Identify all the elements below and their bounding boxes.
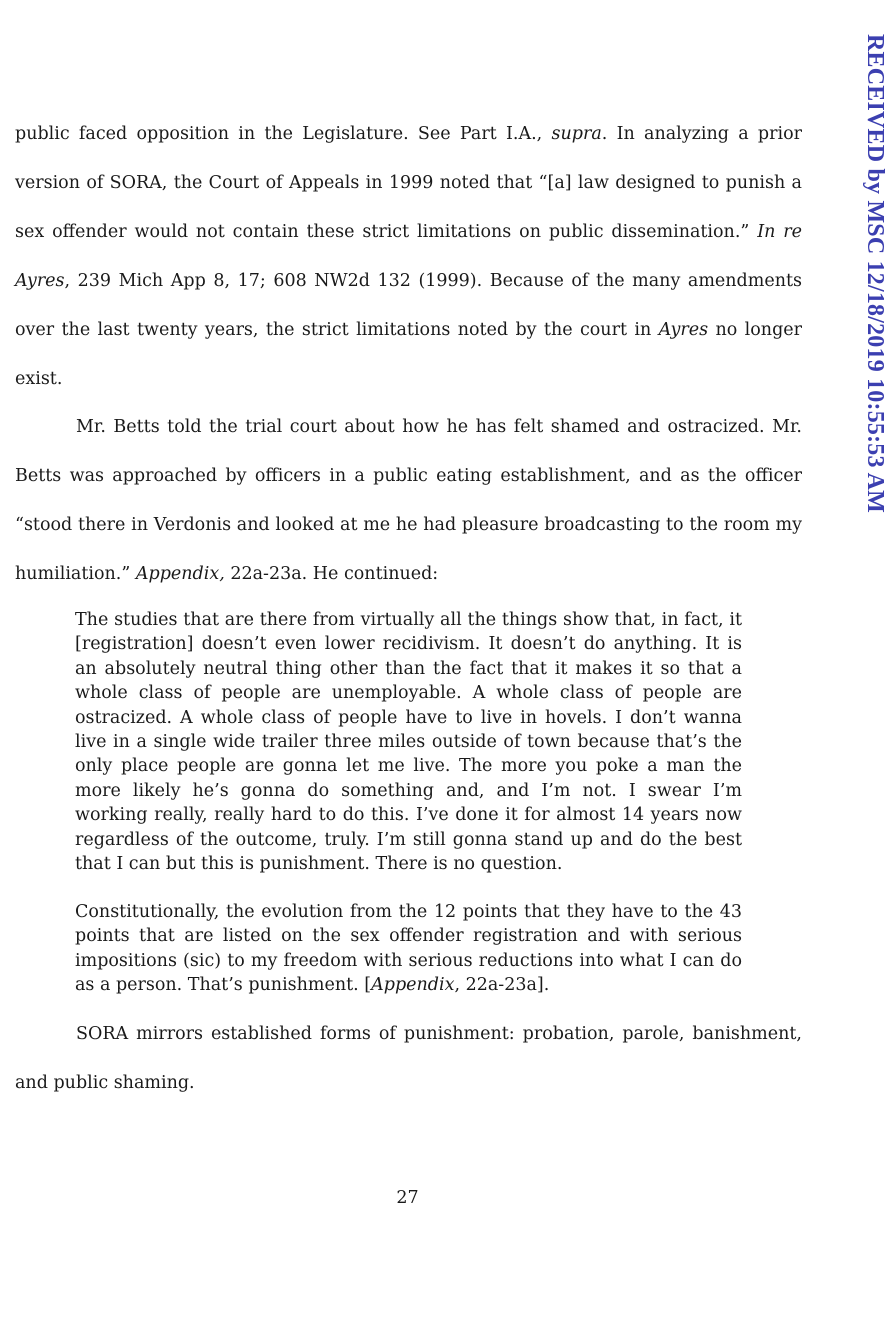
case-name-italic: Ayres — [658, 320, 709, 340]
text-segment: public faced opposition in the Legislature. See Part I.A., — [15, 124, 552, 144]
text-segment: , 22a-23a]. — [454, 975, 550, 996]
text-segment: , 239 Mich App 8, 17; 608 NW2d 132 (1999). Because of the many amendments over the last twenty years, the strict limitations noted by the court in — [15, 271, 802, 340]
block-quote-constitutionally — [75, 900, 742, 998]
citation-italic: Appendix — [371, 975, 455, 996]
text-segment: 22a-23a. He continued: — [224, 564, 439, 584]
citation-italic: Appendix, — [135, 564, 225, 584]
text-segment: Mr. Betts told the trial court about how he has felt shamed and ostracized. Mr. Betts was approached by officers in a public eating establishment, and as the officer “stood there in Verdonis and looked at me he had pleasure broadcasting to the room my humiliation.” — [15, 417, 802, 584]
block-quote-studies — [75, 608, 742, 876]
paragraph-betts — [15, 403, 802, 599]
quote-text: The studies that are there from virtually all the things show that, in fact, it [registration] doesn’t even lower recidivism. It doesn’t do anything. It is an absolutely neutral thing other than the fact that it makes it so that a whole class of people are unemployable. A whole class of people are ostracized. A whole class of people have to live in hovels. I don’t wanna live in a single wide trailer three miles outside of town because that’s the only place people are gonna let me live. The more you poke a man the more likely he’s gonna do something and, and I’m not. I swear I’m working really, really hard to do this. I’ve done it for almost 14 years now regardless of the outcome, truly. I’m still gonna stand up and do the best that I can but this is punishment. There is no question. — [75, 610, 742, 875]
paragraph-ayres — [15, 110, 802, 404]
received-stamp: RECEIVED by MSC 12/18/2019 10:55:53 AM — [862, 34, 888, 513]
text-segment: no longer exist. — [15, 320, 803, 389]
case-name-italic: In re Ayres — [15, 222, 802, 291]
paragraph-text: SORA mirrors established forms of punishment: probation, parole, banishment, and public shaming. — [15, 1024, 802, 1093]
page-number: 27 — [396, 1188, 419, 1208]
italic-segment: supra — [551, 124, 602, 144]
text-segment: Constitutionally, the evolution from the 12 points that they have to the 43 points that are listed on the sex offender registration and with serious impositions (sic) to my freedom with serious reductions into what I can do as a person. That’s punishment. [ — [75, 902, 742, 996]
text-segment: . In analyzing a prior version of SORA, the Court of Appeals in 1999 noted that “[a] law designed to punish a sex offender would not contain these strict limitations on public dissemination.” — [15, 124, 802, 242]
paragraph-sora-mirrors — [15, 1010, 802, 1108]
